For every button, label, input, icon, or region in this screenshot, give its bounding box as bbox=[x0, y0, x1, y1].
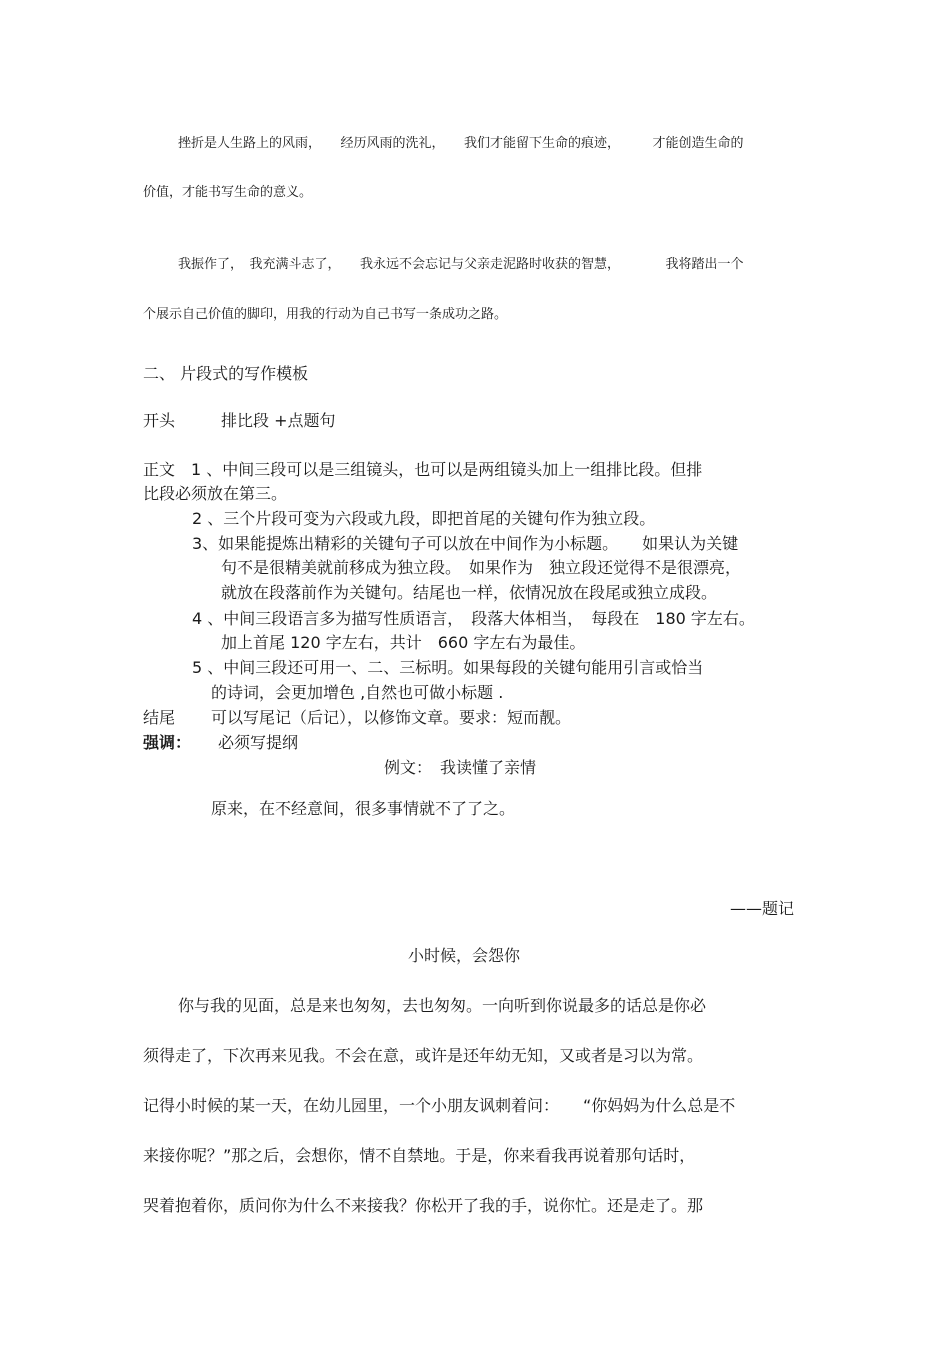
opening-label: 开头 bbox=[143, 411, 176, 430]
essay-line3: 记得小时候的某一天，在幼儿园里，一个小朋友讽刺着问： “你妈妈为什么总是不 bbox=[143, 1096, 736, 1115]
subtitle: 小时候，会怨你 bbox=[408, 946, 521, 965]
epigraph-attribution: ——题记 bbox=[730, 899, 795, 918]
body-item3-line3: 就放在段落前作为关键句。结尾也一样，依情况放在段尾或独立成段。 bbox=[221, 583, 718, 602]
essay-line1: 你与我的见面，总是来也匆匆，去也匆匆。一向听到你说最多的话总是你必 bbox=[178, 996, 707, 1015]
para1-line1: 挫折是人生路上的风雨， 经历风雨的洗礼， 我们才能留下生命的痕迹， 才能创造生命的 bbox=[178, 136, 744, 151]
essay-line2: 须得走了，下次再来见我。不会在意，或许是还年幼无知，又或者是习以为常。 bbox=[143, 1046, 704, 1065]
body-item3-line2: 句不是很精美就前移成为独立段。 如果作为 独立段还觉得不是很漂亮， bbox=[221, 558, 742, 577]
body-item5-line1: 5 、中间三段还可用一、二、三标明。如果每段的关键句能用引言或恰当 bbox=[192, 658, 704, 677]
body-item5-line2: 的诗词，会更加增色 ,自然也可做小标题 . bbox=[211, 683, 504, 702]
emphasis-text: 必须写提纲 bbox=[218, 733, 299, 752]
body-item1-line2: 比段必须放在第三。 bbox=[143, 484, 288, 503]
body-item4-line2: 加上首尾 120 字左右，共计 660 字左右为最佳。 bbox=[221, 633, 586, 652]
epigraph: 原来，在不经意间，很多事情就不了了之。 bbox=[211, 799, 516, 818]
emphasis-label: 强调： bbox=[143, 733, 192, 752]
body-item2: 2 、三个片段可变为六段或九段，即把首尾的关键句作为独立段。 bbox=[192, 509, 656, 528]
essay-line4: 来接你呢？”那之后，会想你，情不自禁地。于是，你来看我再说着那句话时， bbox=[143, 1146, 696, 1165]
para2-line1: 我振作了， 我充满斗志了， 我永远不会忘记与父亲走泥路时收获的智慧， 我将踏出一个 bbox=[178, 257, 744, 272]
body-item4-line1: 4 、中间三段语言多为描写性质语言， 段落大体相当， 每段在 180 字左右。 bbox=[192, 609, 755, 628]
opening-text: 排比段 +点题句 bbox=[221, 411, 336, 430]
example-title: 例文： 我读懂了亲情 bbox=[384, 758, 537, 777]
body-item3-line1: 3、如果能提炼出精彩的关键句子可以放在中间作为小标题。 如果认为关键 bbox=[192, 534, 739, 553]
ending-label: 结尾 bbox=[143, 708, 176, 727]
essay-line5: 哭着抱着你，质问你为什么不来接我？你松开了我的手，说你忙。还是走了。那 bbox=[143, 1196, 704, 1215]
para2-line2: 个展示自己价值的脚印，用我的行动为自己书写一条成功之路。 bbox=[143, 307, 508, 322]
para1-line2: 价值，才能书写生命的意义。 bbox=[143, 185, 313, 200]
ending-text: 可以写尾记（后记），以修饰文章。要求：短而靓。 bbox=[211, 708, 572, 727]
section-title: 二、 片段式的写作模板 bbox=[143, 364, 309, 383]
body-item1-line1: 正文 1 、中间三段可以是三组镜头，也可以是两组镜头加上一组排比段。但排 bbox=[143, 460, 703, 479]
